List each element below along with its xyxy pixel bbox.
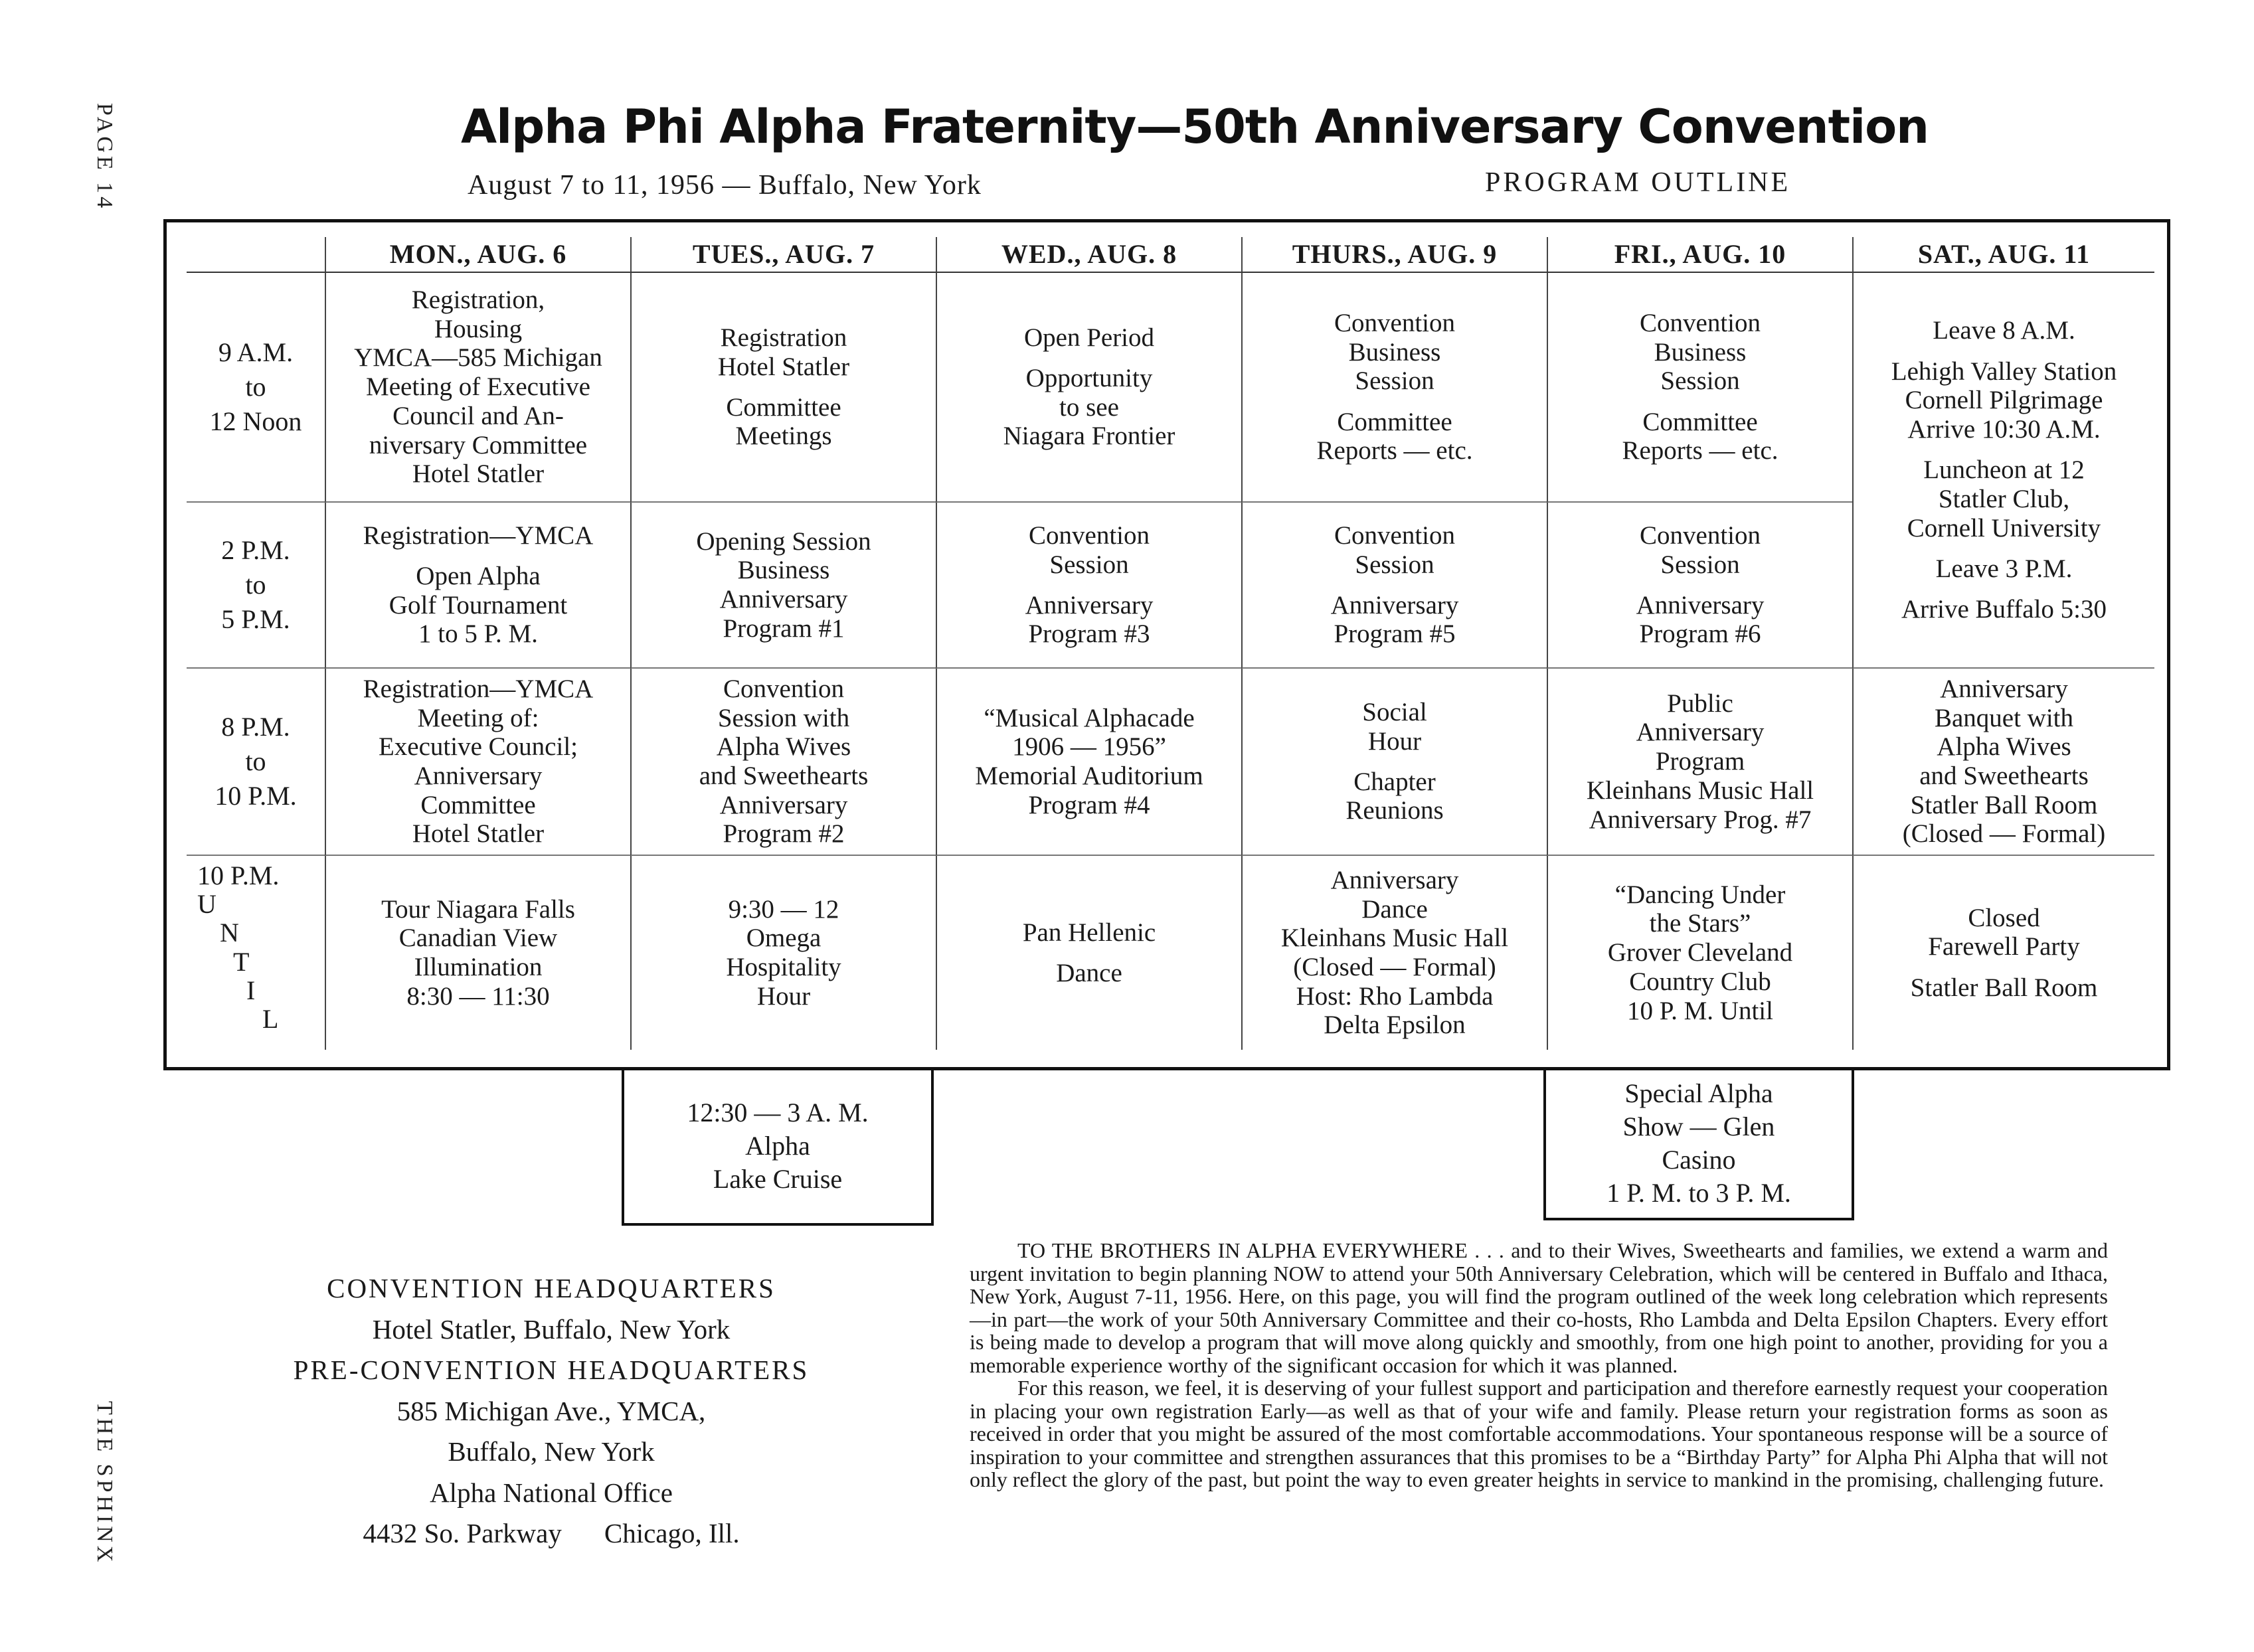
- cell-line: Banquet with: [1934, 703, 2074, 732]
- day-header: THURS., AUG. 9: [1241, 237, 1547, 273]
- cell-line: Registration—YMCA: [363, 674, 594, 703]
- cell-line: (Closed — Formal): [1902, 819, 2106, 849]
- cell-line: Arrive Buffalo 5:30: [1901, 594, 2107, 623]
- cell-line: Reunions: [1345, 796, 1444, 825]
- schedule-cell: [630, 503, 936, 669]
- cell-line: Lehigh Valley Station: [1891, 357, 2117, 386]
- extra-box-line: Alpha: [745, 1131, 810, 1161]
- schedule-cell: [325, 856, 630, 1050]
- saturday-farewell-cell: [1852, 856, 2154, 1050]
- cell-line: Anniversary: [1330, 590, 1459, 620]
- cell-line: Kleinhans Music Hall: [1280, 924, 1509, 953]
- national-office-city: Chicago, Ill.: [604, 1518, 740, 1548]
- cell-line: Tour Niagara Falls: [381, 894, 575, 924]
- cell-line: Anniversary: [1636, 590, 1765, 620]
- cell-line: Hotel Statler: [412, 819, 545, 849]
- day-header: TUES., AUG. 7: [630, 237, 936, 273]
- magazine-name-label: THE SPHINX: [92, 1401, 117, 1566]
- cell-line: Golf Tournament: [389, 590, 568, 620]
- cell-line: Anniversary: [1330, 865, 1459, 894]
- cell-line: Session with: [717, 703, 850, 732]
- time-slot-line: 2 P.M.: [221, 535, 290, 565]
- cell-line: Committee: [420, 790, 536, 819]
- cell-line: Anniversary: [414, 762, 543, 790]
- cell-line: Meeting of:: [417, 703, 539, 732]
- schedule-cell: [936, 273, 1241, 503]
- extra-box-line: Lake Cruise: [713, 1164, 843, 1194]
- cell-line: Convention: [1334, 309, 1455, 338]
- cell-line: Session: [1049, 550, 1129, 579]
- time-slot-line: to: [245, 570, 266, 600]
- schedule-cell: [325, 503, 630, 669]
- time-slot-line: U: [197, 889, 217, 920]
- cell-line: and Sweethearts: [699, 762, 869, 790]
- cell-line: Committee: [1337, 407, 1452, 436]
- cell-line: Reports — etc.: [1316, 436, 1473, 465]
- cell-line: Statler Club,: [1938, 484, 2070, 513]
- cell-line: Host: Rho Lambda: [1296, 981, 1494, 1011]
- extra-box-line: 12:30 — 3 A. M.: [687, 1098, 869, 1127]
- convention-dates: August 7 to 11, 1956 — Buffalo, New York: [468, 170, 982, 201]
- cell-line: 8:30 — 11:30: [406, 981, 550, 1011]
- cell-line: 1 to 5 P. M.: [418, 620, 538, 649]
- time-column-header: [187, 237, 325, 273]
- cell-line: Delta Epsilon: [1324, 1011, 1466, 1040]
- pre-convention-hq-label: PRE-CONVENTION HEADQUARTERS: [293, 1355, 810, 1385]
- schedule-cell: [325, 273, 630, 503]
- cell-line: (Closed — Formal): [1293, 953, 1496, 981]
- cell-line: Cornell University: [1907, 513, 2101, 542]
- cell-line: Leave 3 P.M.: [1935, 554, 2073, 583]
- cell-line: Program #3: [1028, 620, 1150, 649]
- convention-hq-address: Hotel Statler, Buffalo, New York: [372, 1313, 731, 1345]
- schedule-cell: [1241, 856, 1547, 1050]
- cell-line: Session: [1660, 550, 1740, 579]
- cell-line: Illumination: [414, 953, 543, 981]
- cell-line: Dance: [1361, 894, 1428, 924]
- cell-line: Registration: [720, 323, 847, 352]
- cell-line: Convention: [1640, 309, 1761, 338]
- schedule-cell: [1547, 273, 1852, 503]
- cell-line: Hour: [1367, 726, 1422, 756]
- letter-paragraph-1: TO THE BROTHERS IN ALPHA EVERYWHERE . . . and to their Wives, Sweethearts and families, we extend a warm and urgent invitation to begin planning NOW to attend your 50th Anniversary Celebration, which will be centered in Buffalo and Ithaca, New York, August 7-11, 1956. Here, on this page, you will find the program outlined of the week long celebration which represents—in part—the work of your 50th Anniversary Committee and their co-hosts, Rho Lambda and Delta Epsilon Chapters. Every effort is being made to develop a program that will move along quickly and smoothly, from one high point to another, providing for you a memorable experience worthy of the significant occasion for which it was planned.: [970, 1238, 2108, 1377]
- schedule-cell: [630, 669, 936, 856]
- time-slot-line: to: [245, 372, 266, 402]
- schedule-cell: [1547, 503, 1852, 669]
- cell-line: “Musical Alphacade: [984, 703, 1195, 732]
- time-slot-line: 10 P.M.: [215, 781, 297, 811]
- schedule-cell: [1241, 503, 1547, 669]
- time-slot-line: to: [245, 746, 266, 776]
- lake-cruise-box: [622, 1069, 934, 1226]
- time-slot-line: T: [233, 946, 250, 977]
- cell-line: Reports — etc.: [1622, 436, 1778, 465]
- cell-line: Grover Cleveland: [1607, 938, 1793, 967]
- cell-line: Public: [1667, 689, 1733, 718]
- saturday-day-trip-cell: [1852, 273, 2154, 669]
- cell-line: Open Period: [1023, 323, 1155, 352]
- letter-paragraph-2: For this reason, we feel, it is deserving of your fullest support and participation and therefore earnestly request your cooperation in placing your own registration Early—as well as that of your wife and family. Please return your registration forms as soon as received in order that you might be assured of the most comfortable accommodations. Your spontaneous response will be a source of inspiration to your committee and strengthen assurances that this promises to be a “Birthday Party” for Alpha Phi Alpha that will not only reflect the glory of the past, but point the way to even greater heights in service to mankind in the promising, challenging future.: [970, 1376, 2108, 1492]
- cell-line: YMCA—585 Michigan: [354, 343, 602, 372]
- cell-line: Housing: [434, 314, 523, 343]
- cell-line: Convention: [1640, 521, 1761, 550]
- extra-box-line: Special Alpha: [1624, 1078, 1773, 1108]
- cell-line: Alpha Wives: [1937, 732, 2071, 762]
- schedule-cell: [936, 669, 1241, 856]
- cell-line: Alpha Wives: [716, 732, 851, 762]
- cell-line: Program #5: [1334, 620, 1456, 649]
- schedule-grid: [187, 237, 2146, 1056]
- cell-line: Convention: [723, 674, 844, 703]
- day-header: WED., AUG. 8: [936, 237, 1241, 273]
- cell-line: and Sweethearts: [1919, 762, 2089, 790]
- time-slot-line: I: [246, 975, 256, 1005]
- convention-hq-label: CONVENTION HEADQUARTERS: [327, 1273, 776, 1303]
- cell-line: Social: [1362, 697, 1427, 726]
- cell-line: Opportunity: [1025, 364, 1153, 393]
- extra-box-line: Casino: [1662, 1145, 1736, 1175]
- cell-line: 1906 — 1956”: [1012, 732, 1166, 762]
- program-outline-label: PROGRAM OUTLINE: [1485, 167, 1791, 198]
- cell-line: 9:30 — 12: [728, 894, 839, 924]
- cell-line: Committee: [726, 392, 841, 422]
- cell-line: Statler Ball Room: [1910, 790, 2098, 819]
- saturday-banquet-cell: [1852, 669, 2154, 856]
- special-show-box: [1543, 1069, 1854, 1220]
- cell-line: Anniversary Prog. #7: [1589, 805, 1812, 834]
- time-slot-line: 9 A.M.: [218, 337, 294, 367]
- cell-line: Chapter: [1353, 767, 1436, 796]
- cell-line: Leave 8 A.M.: [1933, 316, 2075, 345]
- cell-line: Program #2: [723, 819, 845, 849]
- schedule-cell: [936, 856, 1241, 1050]
- cell-line: Hour: [756, 981, 811, 1011]
- cell-line: Anniversary: [1025, 590, 1154, 620]
- time-slot-label: [187, 669, 325, 856]
- pre-convention-address-line-1: 585 Michigan Ave., YMCA,: [396, 1395, 706, 1426]
- invitation-letter: [970, 1239, 2108, 1491]
- time-slot-label: [187, 273, 325, 503]
- cell-line: Meetings: [735, 422, 832, 451]
- cell-line: Luncheon at 12: [1923, 455, 2085, 485]
- day-header: FRI., AUG. 10: [1547, 237, 1852, 273]
- time-slot-label: [187, 503, 325, 669]
- time-slot-label: [187, 856, 325, 1050]
- cell-line: Pan Hellenic: [1022, 918, 1156, 947]
- time-slot-line: L: [262, 1003, 279, 1034]
- schedule-cell: [1547, 856, 1852, 1050]
- cell-line: to see: [1059, 392, 1119, 422]
- schedule-cell: [936, 503, 1241, 669]
- cell-line: Dance: [1056, 958, 1122, 987]
- day-header: MON., AUG. 6: [325, 237, 630, 273]
- national-office-street: 4432 So. Parkway: [363, 1518, 562, 1548]
- cell-line: 10 P. M. Until: [1627, 996, 1773, 1025]
- cell-line: Hospitality: [726, 953, 841, 981]
- cell-line: Business: [1348, 337, 1441, 367]
- cell-line: “Dancing Under: [1614, 880, 1786, 909]
- pre-convention-address-line-2: Buffalo, New York: [448, 1436, 655, 1467]
- cell-line: Arrive 10:30 A.M.: [1907, 414, 2101, 444]
- extra-box-line: 1 P. M. to 3 P. M.: [1606, 1178, 1791, 1208]
- time-slot-line: 10 P.M.: [197, 861, 280, 890]
- cell-line: Registration—YMCA: [363, 521, 594, 550]
- national-office-label: Alpha National Office: [430, 1477, 673, 1508]
- day-header: SAT., AUG. 11: [1852, 237, 2154, 273]
- cell-line: Council and An-: [392, 401, 564, 430]
- cell-line: Closed: [1968, 903, 2040, 932]
- schedule-cell: [630, 273, 936, 503]
- headquarters-block: [259, 1268, 843, 1554]
- cell-line: Executive Council;: [378, 732, 578, 762]
- cell-line: Farewell Party: [1928, 932, 2080, 961]
- cell-line: Program #4: [1028, 790, 1150, 819]
- cell-line: Program: [1655, 747, 1745, 776]
- cell-line: Session: [1355, 550, 1434, 579]
- time-slot-line: N: [220, 918, 239, 948]
- schedule-cell: [1547, 669, 1852, 856]
- cell-line: Kleinhans Music Hall: [1586, 776, 1814, 805]
- cell-line: Open Alpha: [416, 562, 541, 591]
- cell-line: Program #1: [723, 614, 845, 643]
- cell-line: the Stars”: [1649, 909, 1751, 938]
- cell-line: Business: [1654, 337, 1747, 367]
- cell-line: Country Club: [1629, 967, 1771, 996]
- schedule-cell: [1241, 669, 1547, 856]
- schedule-cell: [325, 669, 630, 856]
- cell-line: Cornell Pilgrimage: [1905, 386, 2103, 415]
- cell-line: Anniversary: [719, 585, 848, 614]
- cell-line: Anniversary: [1636, 718, 1765, 747]
- cell-line: Session: [1355, 367, 1434, 396]
- time-slot-line: 8 P.M.: [221, 712, 290, 742]
- cell-line: Anniversary: [1940, 674, 2068, 703]
- cell-line: Business: [737, 556, 830, 585]
- cell-line: Niagara Frontier: [1003, 422, 1175, 451]
- cell-line: Canadian View: [398, 924, 558, 953]
- cell-line: Program #6: [1639, 620, 1761, 649]
- extra-box-line: Show — Glen: [1622, 1112, 1775, 1141]
- schedule-cell: [1241, 273, 1547, 503]
- time-slot-line: 12 Noon: [209, 406, 302, 436]
- cell-line: Opening Session: [696, 527, 871, 556]
- cell-line: Meeting of Executive: [366, 372, 590, 402]
- cell-line: Hotel Statler: [412, 459, 545, 489]
- cell-line: Hotel Statler: [717, 352, 850, 381]
- cell-line: Session: [1660, 367, 1740, 396]
- cell-line: Statler Ball Room: [1910, 973, 2098, 1002]
- cell-line: Committee: [1642, 407, 1758, 436]
- page-title: Alpha Phi Alpha Fraternity—50th Anniversary Convention: [461, 100, 1929, 154]
- schedule-cell: [630, 856, 936, 1050]
- page-number-label: PAGE 14: [92, 103, 117, 212]
- cell-line: Memorial Auditorium: [975, 762, 1203, 790]
- cell-line: Anniversary: [719, 790, 848, 819]
- cell-line: Convention: [1334, 521, 1455, 550]
- cell-line: niversary Committee: [369, 430, 588, 459]
- cell-line: Registration,: [411, 286, 545, 315]
- program-schedule-table: [163, 219, 2170, 1070]
- time-slot-line: 5 P.M.: [221, 604, 290, 634]
- cell-line: Omega: [746, 924, 822, 953]
- national-office-address: [259, 1513, 843, 1554]
- cell-line: Convention: [1029, 521, 1150, 550]
